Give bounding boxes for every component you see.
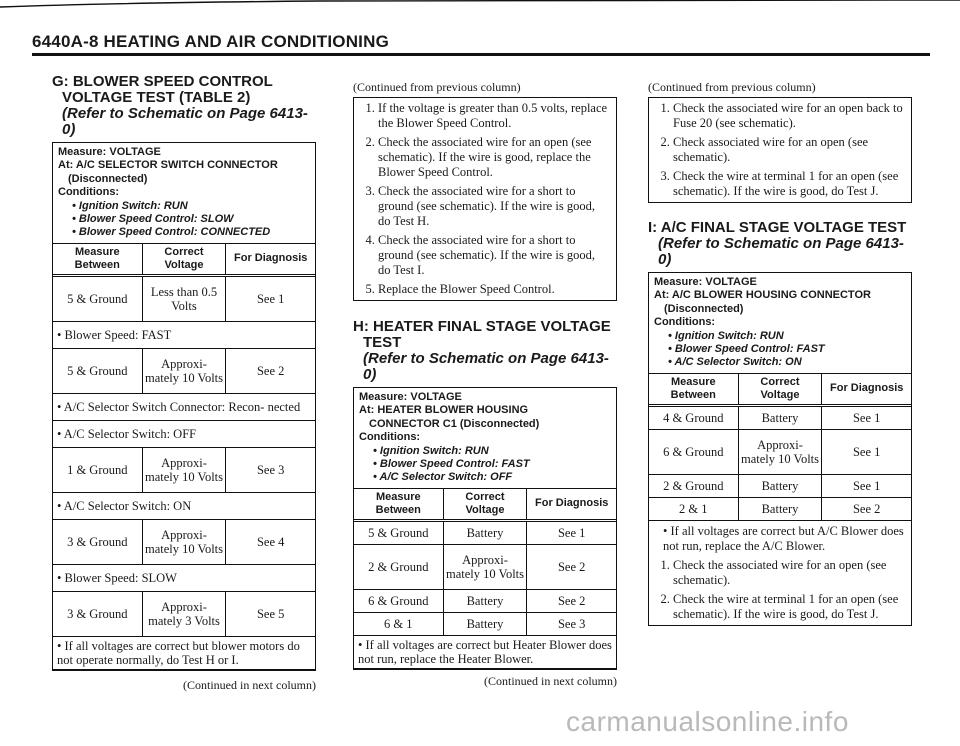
- cell-voltage: Battery: [443, 520, 527, 544]
- header-measure-between: Measure Between: [354, 488, 443, 520]
- section-h-box: [353, 387, 617, 670]
- header-correct-voltage: Correct Voltage: [738, 373, 822, 405]
- cell-between: 6 & Ground: [354, 589, 443, 612]
- header-for-diagnosis: For Diagnosis: [226, 243, 315, 275]
- section-i-table: [649, 373, 911, 521]
- section-h-table: [354, 488, 616, 669]
- cell-between: 3 & Ground: [53, 519, 142, 564]
- header-measure-between: Measure Between: [53, 243, 142, 275]
- top-border-line: [0, 0, 960, 8]
- cell-voltage: Approxi- mately 10 Volts: [142, 447, 226, 492]
- cell-between: 2 & Ground: [649, 474, 738, 497]
- step-item: 2. Check associated wire for an open (see schematic).: [673, 135, 905, 165]
- section-g-title-line1: G: BLOWER SPEED CONTROL: [52, 73, 273, 90]
- table-row: [53, 447, 315, 492]
- step-item: 2. Check the associated wire for an open (see schematic). If the wire is good, replace the Blower Speed Control.: [378, 135, 610, 180]
- condition-item: • Blower Speed Control: FAST: [373, 458, 530, 471]
- table-note: • A/C Selector Switch: ON: [53, 492, 315, 519]
- table-note: • Blower Speed: SLOW: [53, 564, 315, 591]
- table-note: • If all voltages are correct but blower motors do not operate normally, do Test H or I.: [53, 636, 315, 669]
- at-line1: At: A/C BLOWER HOUSING CONNECTOR: [654, 289, 871, 302]
- continued-prev-col2: (Continued from previous column): [353, 80, 521, 94]
- table-row: [649, 497, 911, 520]
- section-h-title-line1: H: HEATER FINAL STAGE VOLTAGE: [353, 318, 611, 335]
- cell-between: 6 & Ground: [649, 429, 738, 474]
- table-note: • A/C Selector Switch Connector: Recon- nected: [53, 393, 315, 420]
- col3-steps-box: [648, 97, 912, 203]
- condition-item: • Ignition Switch: RUN: [373, 444, 489, 457]
- section-g-box: [52, 142, 316, 671]
- col3-steps-after: [649, 556, 911, 625]
- table-row: [53, 321, 315, 348]
- table-row: [649, 474, 911, 497]
- cell-voltage: Battery: [738, 497, 822, 520]
- section-i-title: [648, 220, 912, 268]
- cell-voltage: Approxi- mately 10 Volts: [738, 429, 822, 474]
- table-row: [53, 420, 315, 447]
- at-line2: (Disconnected): [68, 172, 148, 185]
- table-row: [649, 405, 911, 429]
- cell-between: 1 & Ground: [53, 447, 142, 492]
- step-item: 3. Check the associated wire for a short to ground (see schematic). If the wire is good, do Test H.: [378, 184, 610, 229]
- section-g-table: [53, 243, 315, 670]
- column-1: [52, 74, 316, 692]
- cell-diagnosis: See 1: [527, 520, 616, 544]
- measure-label: Measure: VOLTAGE: [654, 276, 757, 288]
- table-row: [53, 348, 315, 393]
- condition-item: • Ignition Switch: RUN: [72, 199, 188, 212]
- at-line1: At: A/C SELECTOR SWITCH CONNECTOR: [58, 159, 278, 172]
- section-i-conditions: [649, 273, 911, 373]
- section-i-note: • If all voltages are correct but A/C Blower does not run, replace the A/C Blower.: [663, 523, 904, 553]
- section-g-title-line2: VOLTAGE TEST (TABLE 2): [62, 89, 251, 106]
- header-for-diagnosis: For Diagnosis: [527, 488, 616, 520]
- cell-between: 3 & Ground: [53, 591, 142, 636]
- cell-diagnosis: See 4: [226, 519, 315, 564]
- condition-item: • Blower Speed Control: SLOW: [72, 213, 234, 226]
- at-line2: CONNECTOR C1 (Disconnected): [369, 417, 540, 430]
- step-item: 2. Check the wire at terminal 1 for an open (see schematic). If the wire is good, do Test J.: [673, 592, 905, 622]
- step-item: 1. Check the associated wire for an open back to Fuse 20 (see schematic).: [673, 101, 905, 131]
- condition-item: • A/C Selector Switch: ON: [668, 356, 802, 369]
- cell-diagnosis: See 1: [822, 474, 911, 497]
- condition-item: • Blower Speed Control: CONNECTED: [72, 226, 271, 239]
- measure-label: Measure: VOLTAGE: [359, 391, 462, 403]
- table-row: [53, 564, 315, 591]
- header-correct-voltage: Correct Voltage: [142, 243, 226, 275]
- conditions-label: Conditions:: [654, 316, 716, 329]
- step-item: 1. Check the associated wire for an open (see schematic).: [673, 558, 905, 588]
- cell-voltage: Approxi- mately 10 Volts: [142, 519, 226, 564]
- cell-diagnosis: See 2: [822, 497, 911, 520]
- watermark-text: carmanualsonline.info: [566, 706, 849, 737]
- column-2: [353, 80, 617, 688]
- table-row: [354, 544, 616, 589]
- step-item: 1. If the voltage is greater than 0.5 volts, replace the Blower Speed Control.: [378, 101, 610, 131]
- cell-diagnosis: See 5: [226, 591, 315, 636]
- continued-next-col1: (Continued in next column): [183, 677, 316, 692]
- section-i-box: [648, 272, 912, 626]
- cell-between: 4 & Ground: [649, 405, 738, 429]
- cell-voltage: Battery: [443, 612, 527, 635]
- cell-diagnosis: See 2: [527, 544, 616, 589]
- cell-voltage: Battery: [738, 405, 822, 429]
- table-row: [354, 612, 616, 635]
- conditions-label: Conditions:: [58, 186, 120, 199]
- condition-item: • Blower Speed Control: FAST: [668, 343, 825, 356]
- cell-voltage: Approxi- mately 3 Volts: [142, 591, 226, 636]
- table-row: [354, 635, 616, 668]
- step-item: 3. Check the wire at terminal 1 for an open (see schematic). If the wire is good, do Test J.: [673, 169, 905, 199]
- section-h-title: [353, 319, 617, 383]
- table-note: • If all voltages are correct but Heater Blower does not run, replace the Heater Blower.: [354, 635, 616, 668]
- step-item: 4. Check the associated wire for a short to ground (see schematic). If the wire is good, do Test I.: [378, 233, 610, 278]
- cell-between: 5 & Ground: [53, 275, 142, 321]
- cell-between: 5 & Ground: [53, 348, 142, 393]
- cell-voltage: Battery: [443, 589, 527, 612]
- measure-label: Measure: VOLTAGE: [58, 146, 161, 158]
- table-row: [53, 519, 315, 564]
- continued-prev-col3: (Continued from previous column): [648, 80, 816, 94]
- section-g-title: [52, 74, 316, 138]
- col3-steps-list: [649, 98, 911, 202]
- header-rule: [32, 53, 930, 56]
- cell-voltage: Battery: [738, 474, 822, 497]
- condition-item: • Ignition Switch: RUN: [668, 329, 784, 342]
- column-3: [648, 80, 912, 626]
- table-row: [53, 393, 315, 420]
- cell-diagnosis: See 2: [226, 348, 315, 393]
- header-correct-voltage: Correct Voltage: [443, 488, 527, 520]
- cell-between: 6 & 1: [354, 612, 443, 635]
- conditions-label: Conditions:: [359, 431, 421, 444]
- table-row: [53, 591, 315, 636]
- cell-voltage: Approxi- mately 10 Volts: [142, 348, 226, 393]
- section-g-title-line3: (Refer to Schematic on Page 6413-0): [62, 105, 308, 138]
- section-h-title-line2: TEST: [363, 334, 402, 351]
- cell-diagnosis: See 1: [822, 405, 911, 429]
- cell-between: 2 & Ground: [354, 544, 443, 589]
- table-row: [53, 275, 315, 321]
- continued-next-col2: (Continued in next column): [484, 673, 617, 688]
- table-row: [53, 636, 315, 669]
- cell-between: 2 & 1: [649, 497, 738, 520]
- section-h-title-line3: (Refer to Schematic on Page 6413-0): [363, 350, 609, 383]
- cell-voltage: Less than 0.5 Volts: [142, 275, 226, 321]
- section-g-conditions: [53, 143, 315, 243]
- step-item: 5. Replace the Blower Speed Control.: [378, 282, 610, 297]
- section-h-conditions: [354, 388, 616, 488]
- cell-diagnosis: See 3: [226, 447, 315, 492]
- at-line1: At: HEATER BLOWER HOUSING: [359, 404, 529, 417]
- col2-steps-box: [353, 97, 617, 301]
- page-header-title: 6440A-8 HEATING AND AIR CONDITIONING: [32, 32, 389, 51]
- at-line2: (Disconnected): [664, 302, 744, 315]
- table-note: • Blower Speed: FAST: [53, 321, 315, 348]
- header-measure-between: Measure Between: [649, 373, 738, 405]
- condition-item: • A/C Selector Switch: OFF: [373, 471, 513, 484]
- cell-voltage: Approxi- mately 10 Volts: [443, 544, 527, 589]
- cell-diagnosis: See 3: [527, 612, 616, 635]
- cell-diagnosis: See 1: [822, 429, 911, 474]
- table-row: [649, 429, 911, 474]
- cell-diagnosis: See 2: [527, 589, 616, 612]
- cell-diagnosis: See 1: [226, 275, 315, 321]
- header-for-diagnosis: For Diagnosis: [822, 373, 911, 405]
- cell-between: 5 & Ground: [354, 520, 443, 544]
- table-row: [354, 520, 616, 544]
- table-row: [53, 492, 315, 519]
- section-i-title-line1: I: A/C FINAL STAGE VOLTAGE TEST: [648, 219, 907, 236]
- col2-steps-list: [354, 98, 616, 300]
- table-note: • A/C Selector Switch: OFF: [53, 420, 315, 447]
- section-i-title-line2: (Refer to Schematic on Page 6413-0): [658, 235, 904, 268]
- table-row: [354, 589, 616, 612]
